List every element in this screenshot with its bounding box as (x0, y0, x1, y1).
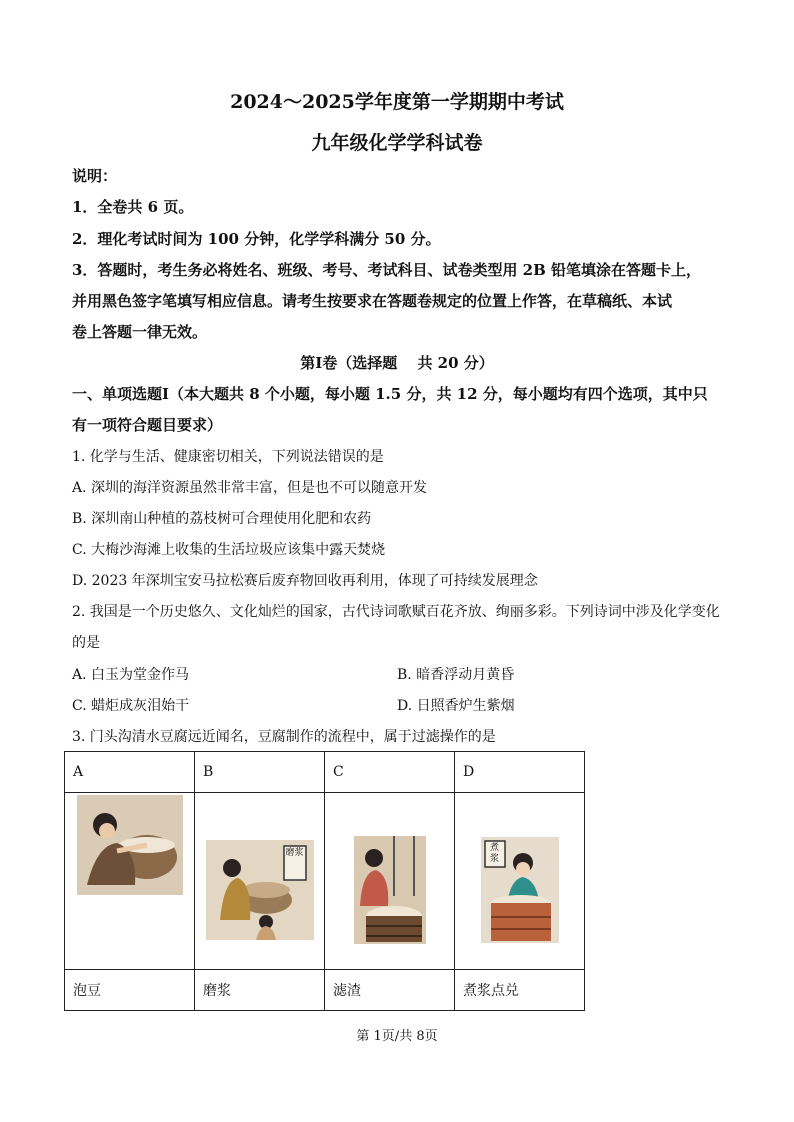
exam-title: 2024～2025学年度第一学期期中考试 (230, 91, 564, 113)
q1-option-b: B. 深圳南山种植的荔枝树可合理使用化肥和农药 (72, 511, 372, 527)
q3-cell-image-d (455, 793, 585, 970)
q3-cell-image-a (65, 793, 195, 970)
grinding-beans-illustration (206, 840, 314, 940)
q2-option-a: A. 白玉为堂金作马 (72, 667, 190, 683)
q3-cell-image-c (325, 793, 455, 970)
boiling-curdling-illustration (481, 837, 559, 943)
q1-stem: 1. 化学与生活、健康密切相关，下列说法错误的是 (72, 449, 384, 465)
note-3-line-1: 3．答题时，考生务必将姓名、班级、考号、考试科目、试卷类型用 2B 铅笔填涂在答题卡上， (72, 261, 702, 279)
q3-cell-image-b (195, 793, 325, 970)
grinding-sign-text: 磨浆 (285, 848, 304, 858)
exam-subtitle: 九年级化学学科试卷 (311, 132, 483, 154)
q2-option-d: D. 日照香炉生紫烟 (397, 698, 515, 714)
q3-label-c: 滤渣 (325, 970, 455, 1011)
q3-header-c: C (325, 752, 455, 793)
q2-stem-line-1: 2. 我国是一个历史悠久、文化灿烂的国家，古代诗词歌赋百花齐放、绚丽多彩。下列诗词中涉及化学变化 (72, 604, 720, 620)
q1-option-a: A. 深圳的海洋资源虽然非常丰富，但是也不可以随意开发 (72, 480, 428, 496)
q3-label-b: 磨浆 (195, 970, 325, 1011)
part-1-heading-line-2: 有一项符合题目要求） (72, 416, 223, 434)
q3-stem: 3. 门头沟清水豆腐远近闻名，豆腐制作的流程中，属于过滤操作的是 (72, 729, 496, 745)
q2-option-b: B. 暗香浮动月黄昏 (397, 667, 515, 683)
note-2: 2．理化考试时间为 100 分钟，化学学科满分 50 分。 (72, 230, 441, 248)
q1-option-c: C. 大梅沙海滩上收集的生活垃圾应该集中露天焚烧 (72, 542, 386, 558)
note-1: 1．全卷共 6 页。 (72, 198, 194, 216)
part-1-heading-line-1: 一、单项选题Ⅰ（本大题共 8 个小题，每小题 1.5 分，共 12 分，每小题均有四个选项，其中只 (72, 385, 708, 403)
note-3-line-2: 并用黑色签字笔填写相应信息。请考生按要求在答题卷规定的位置上作答，在草稿纸、本试 (72, 292, 673, 310)
q3-options-table (64, 751, 585, 1011)
q3-header-d: D (455, 752, 585, 793)
straining-residue-illustration (354, 836, 426, 944)
q2-stem-line-2: 的是 (72, 635, 100, 651)
boiling-sign-text: 煮浆 (489, 843, 499, 864)
q3-header-b: B (195, 752, 325, 793)
q3-header-a: A (65, 752, 195, 793)
notes-label: 说明： (72, 167, 118, 185)
q3-label-d: 煮浆点兑 (455, 970, 585, 1011)
q1-option-d: D. 2023 年深圳宝安马拉松赛后废弃物回收再利用，体现了可持续发展理念 (72, 573, 538, 589)
section-title: 第Ⅰ卷（选择题 共 20 分） (300, 354, 494, 372)
q3-label-a: 泡豆 (65, 970, 195, 1011)
soaking-beans-illustration (77, 795, 183, 895)
note-3-line-3: 卷上答题一律无效。 (72, 323, 208, 341)
page-footer: 第 1页/共 8页 (356, 1029, 438, 1044)
q2-option-c: C. 蜡炬成灰泪始干 (72, 698, 190, 714)
